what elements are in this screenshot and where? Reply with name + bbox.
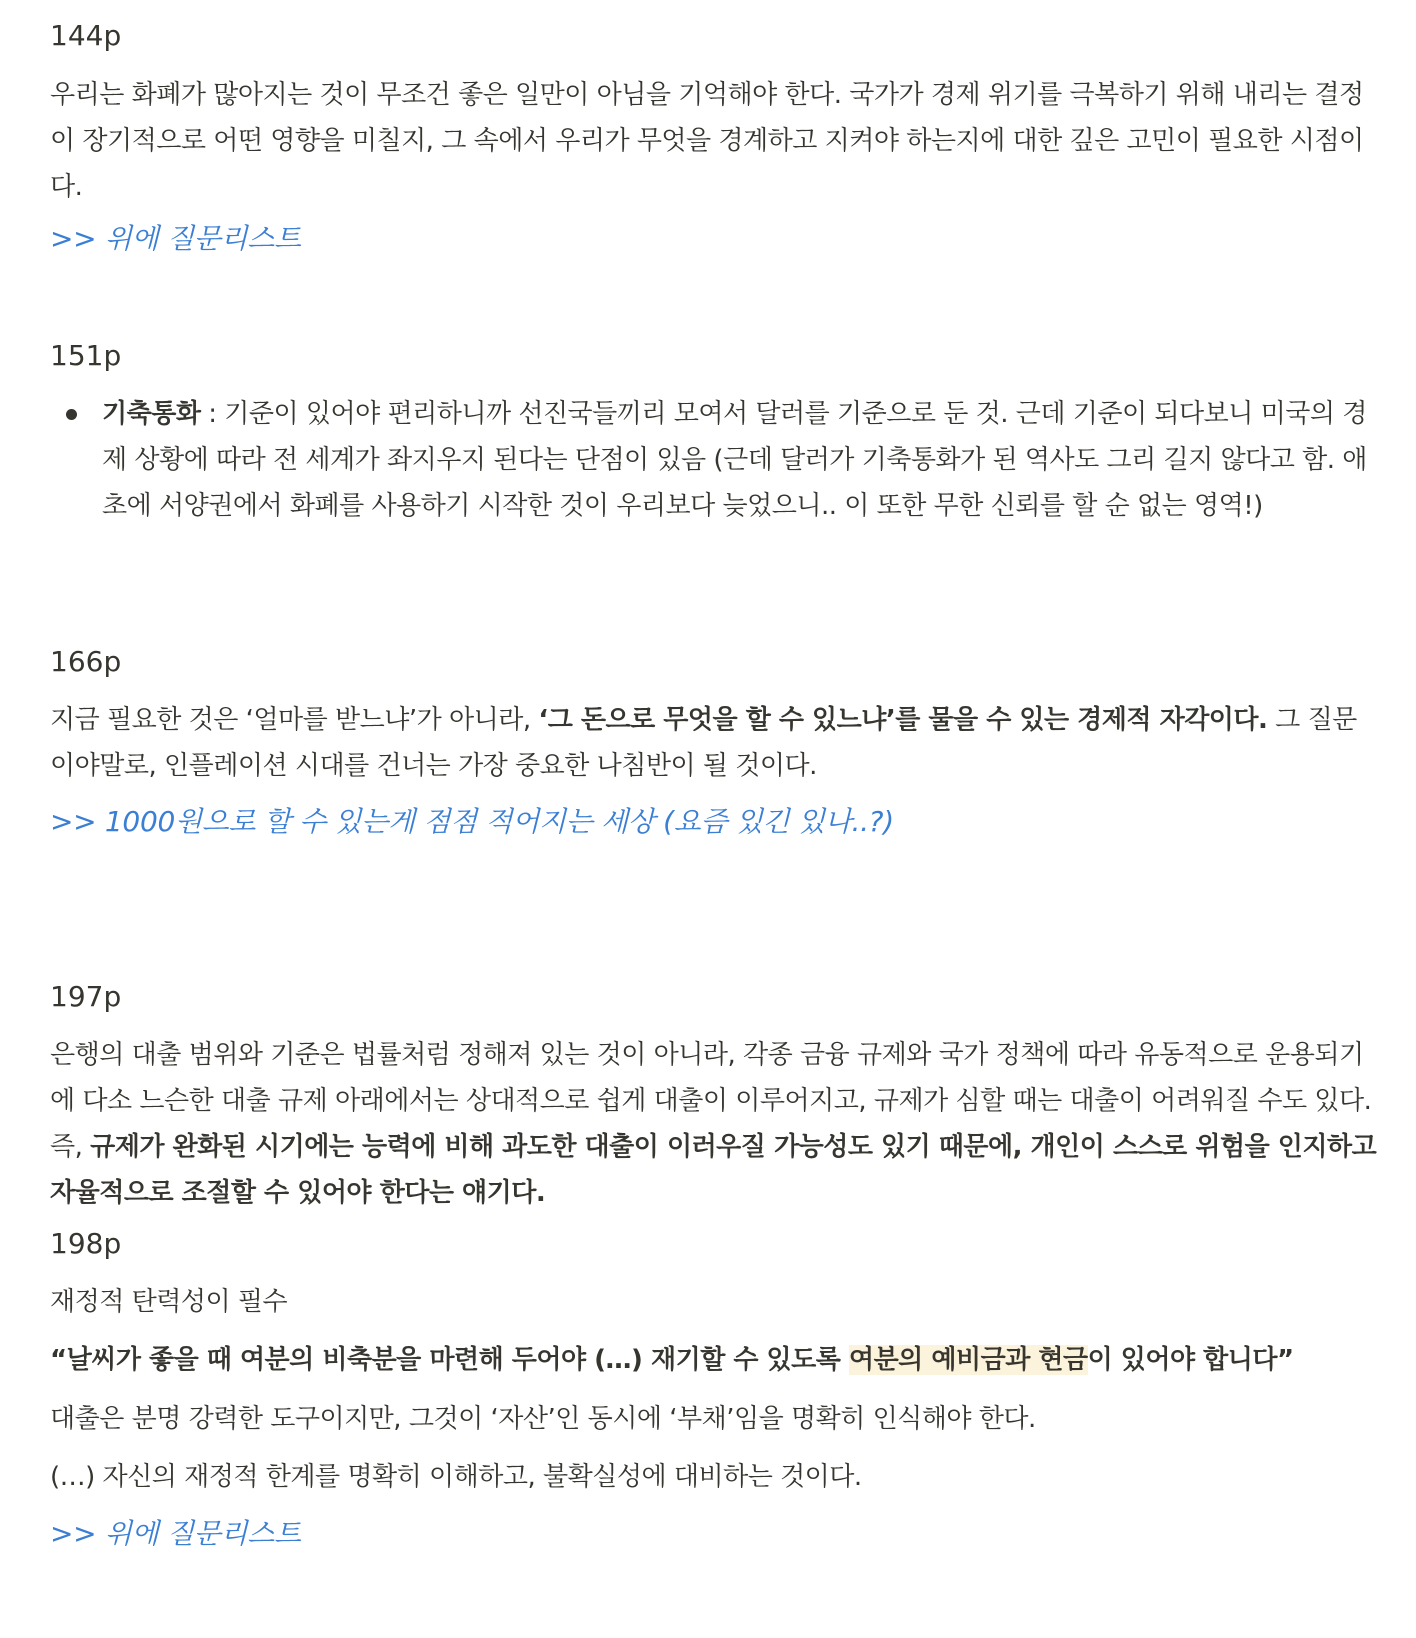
quote-highlight: 여분의 예비금과 현금 — [848, 1345, 1088, 1375]
paragraph-197-part-a: 은행의 대출 범위와 기준은 법률처럼 정해져 있는 것이 아니라, 각종 금융 규제와 국가 정책에 따라 유동적으로 운용되기에 다소 느슨한 대출 규제 아래에서는 상대적으로 쉽게 대출이 이루어지고, 규제가 심할 때는 대출이 어려워질 수도 있다. 즉, — [50, 1040, 1372, 1162]
quote-part-a: “날씨가 좋을 때 여분의 비축분을 마련해 두어야 (…) 재기할 수 있도록 — [50, 1345, 849, 1375]
paragraph-144: 우리는 화폐가 많아지는 것이 무조건 좋은 일만이 아님을 기억해야 한다. 국가가 경제 위기를 극복하기 위해 내리는 결정이 장기적으로 어떤 영향을 미칠지, 그 속에서 우리가 무엇을 경계하고 지켜야 하는지에 대한 깊은 고민이 필요한 시점이다. — [50, 80, 1364, 202]
page-number-198: 198p — [50, 1227, 122, 1260]
bullet-dot-icon — [66, 409, 77, 420]
note-link-198[interactable]: >> 위에 질문리스트 — [50, 1517, 301, 1550]
note-link-144[interactable]: >> 위에 질문리스트 — [50, 222, 301, 255]
bullet-term: 기축통화 — [102, 399, 201, 429]
page-number-144: 144p — [50, 19, 122, 52]
bullet-text — [102, 391, 1380, 529]
quote-part-b: 이 있어야 합니다” — [1087, 1345, 1294, 1375]
page-number-197: 197p — [50, 980, 122, 1013]
paragraph-197-bold: 규제가 완화된 시기에는 능력에 비해 과도한 대출이 이러우질 가능성도 있기 때문에, 개인이 스스로 위험을 인지하고 자율적으로 조절할 수 있어야 한다는 얘기다. — [50, 1132, 1377, 1208]
subtitle-198: 재정적 탄력성이 필수 — [50, 1287, 288, 1317]
paragraph-166-bold-b: 경제적 자각이다. — [1077, 705, 1268, 735]
paragraph-166-part-a: 지금 필요한 것은 ‘얼마를 받느냐’가 아니라, — [50, 705, 539, 735]
line-198-1: 대출은 분명 강력한 도구이지만, 그것이 ‘자산’인 동시에 ‘부채’임을 명확히 인식해야 한다. — [50, 1404, 1036, 1434]
paragraph-166-part-c: 그 질문이야말로, 인플레이션 시대를 건너는 가장 중요한 나침반이 될 것이다. — [50, 705, 1357, 781]
page-number-166: 166p — [50, 645, 122, 678]
page-number-151: 151p — [50, 339, 122, 372]
line-198-2: (…) 자신의 재정적 한계를 명확히 이해하고, 불확실성에 대비하는 것이다. — [50, 1462, 862, 1492]
paragraph-166-part-b: 를 물을 수 있는 — [895, 705, 1078, 735]
quote-198 — [50, 1337, 1380, 1383]
bullet-description: : 기준이 있어야 편리하니까 선진국들끼리 모여서 달러를 기준으로 둔 것. 근데 기준이 되다보니 미국의 경제 상황에 따라 전 세계가 좌지우지 된다는 단점이 있음 (근데 달러가 기축통화가 된 역사도 그리 길지 않다고 함. 애초에 서양권에서 화폐를 사용하기 시작한 것이 우리보다 늦었으니.. 이 또한 무한 신뢰를 할 순 없는 영역!) — [102, 399, 1367, 521]
note-link-166[interactable]: >> 1000원으로 할 수 있는게 점점 적어지는 세상 (요즘 있긴 있나..?) — [50, 805, 894, 838]
paragraph-166-bold-a: ‘그 돈으로 무엇을 할 수 있느냐’ — [538, 705, 896, 735]
paragraph-166 — [50, 697, 1380, 789]
paragraph-197 — [50, 1032, 1380, 1216]
